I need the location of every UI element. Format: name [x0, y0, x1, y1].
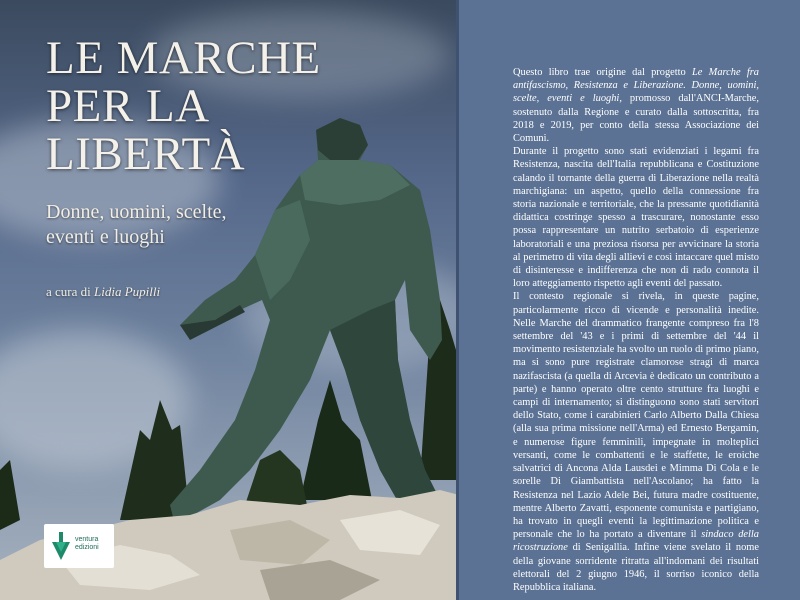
publisher-logo-icon: [50, 530, 72, 562]
blurb-paragraph-3: [513, 290, 759, 594]
blurb-paragraph-1: [513, 66, 759, 145]
editor-credit: [46, 284, 160, 300]
back-cover-blurb: [513, 66, 759, 594]
publisher-name: [75, 536, 113, 552]
publisher-logo: [44, 524, 114, 568]
subtitle-line-1: Donne, uomini, scelte,: [46, 201, 227, 223]
editor-prefix: a cura di: [46, 284, 91, 299]
blurb-text: Questo libro trae origine dal progetto: [513, 67, 693, 78]
book-subtitle: [46, 200, 296, 250]
blurb-text: Il contesto regionale si rivela, in queste pagine, particolarmente ricco di vicende e personalità inedite. Nelle Marche del drammatico frangente compreso fra l'8 settembre del '43 e i primi di settembre del '44 il movimento resistenziale ha svolto un ruolo di primo piano, ma si sono pure registrate clamorose stragi di marca nazifascista (a quella di Arcevia è dedicato un contributo a parte) e hanno operato oltre cento strutture fra luoghi e campi di internamento; si distinguono sono stati servitori dello Stato, come i carabinieri Carlo Alberto Dalla Chiesa (alla sua prima missione nell'Arma) ed Ernesto Bergamin, e numerose figure femminili, impegnate in molteplici versanti, come le combattenti e le staffette, le eroiche salvatrici di Ancona Alda Lausdei e Mimma Di Cola e le sorelle Di Giambattista nell'Ascolano; ha fatto la Resistenza nel Lazio Adele Bei, futura madre costituente, mentre Alberto Zavatti, esponente comunista e partigiano, ha trovato in quegli eventi la legittimazione politica e personale che lo ha portato a diventare il: [513, 291, 759, 541]
publisher-line-2: edizioni: [75, 544, 99, 551]
italic-phrase: sindaco della ricostruzione: [513, 529, 760, 554]
subtitle-line-2: eventi e luoghi: [46, 226, 165, 248]
title-line-1: LE MARCHE: [46, 32, 321, 84]
blurb-text: di Senigallia. Infine viene svelato il nome della giovane sorridente ritratta all'indomani dei risultati elettorali del 2 giugno 1946, il sorriso iconico della Repubblica italiana.: [513, 542, 759, 593]
title-line-3: LIBERTÀ: [46, 128, 246, 180]
project-title: Le Marche fra antifascismo, Resistenza e Liberazione. Donne, uomini, scelte, eventi e luoghi: [513, 67, 759, 105]
publisher-line-1: ventura: [75, 536, 99, 543]
blurb-paragraph-2: Durante il progetto sono stati evidenziati i legami fra Resistenza, nascita dell'Italia repubblicana e Costituzione calando il tornante della guerra di Liberazione nella realtà marchigiana: un aspetto, quello della connessione fra storia nazionale e territoriale, che la pressante quotidianità didattica costringe spesso a trascurare, nonostante esso possa rappresentare un nutrito serbatoio di esperienze laboratoriali e una preziosa risorsa per avvicinare la storia al perimetro di vita degli allievi e così intaccare quel misto di disinteresse e indifferenza che non di rado connota il loro atteggiamento rispetto agli eventi del passato.: [513, 146, 759, 290]
editor-name: Lidia Pupilli: [94, 284, 161, 299]
book-title: [46, 34, 321, 178]
blurb-text: , promosso dall'ANCI-Marche, sostenuto dalla Regione e curato dalla sottoscritta, fra 2018 e 2019, per conto della stessa Associazione dei Comuni.: [513, 93, 760, 145]
title-line-2: PER LA: [46, 80, 210, 132]
